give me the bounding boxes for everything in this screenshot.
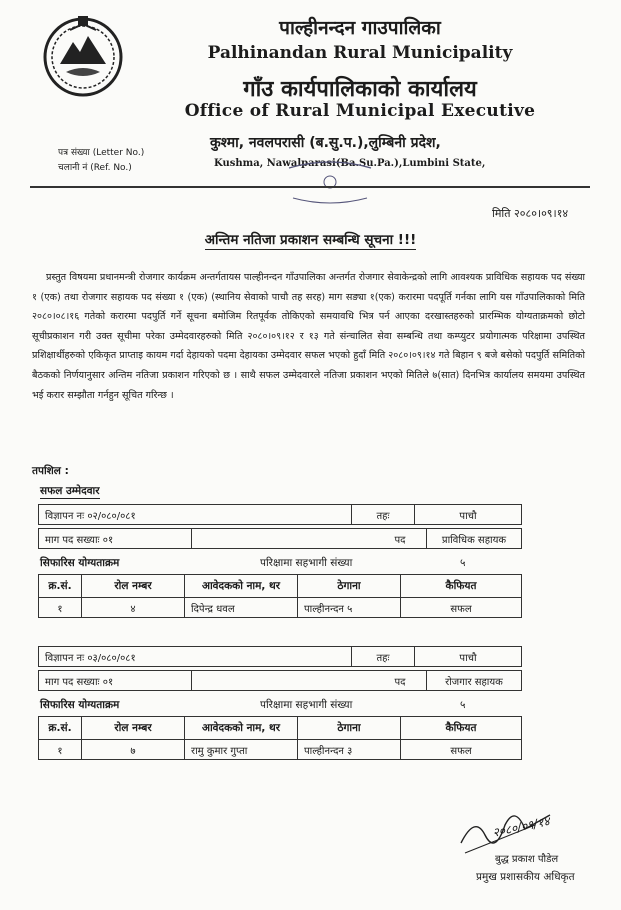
notice-body: प्रस्तुत विषयमा प्रधानमन्त्री रोजगार कार्यक्रम अन्तर्गतायस पाल्हीनन्दन गाँउपालिका अन्तर्गत रोजगार सेवाकेन्द्रको लागि आवश्यक प्राविधिक सहायक पद संख्या १ (एक) तथा रोजगार सहायक पद संख्या १ (एक) (स्थानिय सेवाको पाचौ तह सरह) माग सङ्या १(एक) करारमा पदपूर्ति गर्नका लागि यस गाँउपालिकाको मिति २०८०।०८।१६ गतेको करारमा पदपुर्ति गर्ने सूचना बमोजिम रितपूर्वक तोकिएको समयावधि भित्र पर्न आएका दरखास्तहरुको प्रारम्भिक योग्यताक्रमको छोटो सूचीप्रकाशन गरी उक्त सूचीमा परेका उम्मेदवारहरुको मिति २०८०।०९।१२ र १३ गते संन्चालित सेवा सम्बन्धि तथा कम्प्युटर प्रयोगात्मक परिक्षामा उपस्थित प्रशिक्षार्थीहरुको एकिकृत प्राप्ताइ कायम गर्दा देहायको पदमा देहायका उम्मेदवार सफल भएको हुदाँ मिति २०८०।०९।१४ गते बिहान ९ बजे बसेको पदपुर्ति समितिको बैठकको निर्णयानुसार अन्तिम नतिजा प्रकाशन गरिएको छ । साथै सफल उम्मेदवारले नतिजा प्रकाशन भएको मितिले ७(सात) दिनभित्र कार्यालय समयमा उपस्थित भई करार सम्झौता गर्नहुन सूचित गरिन्छ । (32, 272, 585, 401)
table-row (39, 598, 522, 618)
level-label-cell: तहः (352, 647, 415, 667)
ad-label: विज्ञापन नः (45, 652, 85, 664)
row-address: पाल्हीनन्दन ५ (298, 598, 401, 618)
exam-count: ५ (460, 557, 466, 569)
municipality-logo (40, 12, 126, 98)
row-name: रामु कुमार गुप्ता (185, 740, 298, 760)
ad-label: विज्ञापन नः (45, 510, 85, 522)
table-row (39, 740, 522, 760)
col-name: आवेदकको नाम, थर (185, 575, 298, 598)
level-value-cell: पाचौ (415, 647, 522, 667)
ad-number: ०३/०८०/०८१ (87, 652, 136, 664)
ad-number: ०२/०८०/०८१ (87, 510, 136, 522)
demand-label: माग पद सख्याः (45, 676, 100, 688)
demand-cell (39, 529, 192, 549)
post-value-cell: रोजगार सहायक (427, 671, 522, 691)
row-remarks: सफल (401, 740, 522, 760)
results-table-1 (38, 574, 522, 618)
rank-row-2 (40, 698, 524, 712)
signatory-name: बुद्ध प्रकाश पौडेल (495, 854, 559, 865)
rank-row-1 (40, 556, 524, 570)
col-address: ठेगाना (298, 717, 401, 740)
col-address: ठेगाना (298, 575, 401, 598)
municipality-name-en: Palhinandan Rural Municipality (207, 43, 513, 63)
demand-label: माग पद सख्याः (45, 534, 100, 546)
row-sn: १ (39, 740, 82, 760)
demand-cell (39, 671, 192, 691)
col-roll: रोल नम्बर (82, 717, 185, 740)
row-sn: १ (39, 598, 82, 618)
ad-no-cell (39, 505, 352, 525)
level-value-cell: पाचौ (415, 505, 522, 525)
exam-label: परिक्षामा सहभागी संख्या (260, 557, 353, 569)
post-info-table-2 (38, 670, 522, 691)
ad-info-table-2 (38, 646, 522, 667)
post-value-cell: प्राविधिक सहायक (427, 529, 522, 549)
notice-title-text: अन्तिम नतिजा प्रकाशन सम्बन्धि सूचना !!! (204, 232, 417, 248)
row-roll: ४ (82, 598, 185, 618)
rank-label: सिफारिस योग्यताक्रम (40, 557, 120, 569)
col-remarks: कैफियत (401, 717, 522, 740)
demand-value: ०१ (102, 534, 114, 546)
header-divider (30, 186, 590, 188)
ad-no-cell (39, 647, 352, 667)
results-header-row (39, 575, 522, 598)
empty-cell (192, 671, 375, 691)
rank-label: सिफारिस योग्यताक्रम (40, 699, 120, 711)
row-remarks: सफल (401, 598, 522, 618)
results-header-row (39, 717, 522, 740)
address-np: कुश्मा, नवलपरासी (ब.सु.प.),लुम्बिनी प्रदेश, (210, 135, 441, 151)
office-name-np: गाँउ कार्यपालिकाको कार्यालय (243, 77, 477, 102)
document-date: मिति २०८०।०९।१४ (492, 207, 569, 220)
successful-candidates-label: सफल उम्मेदवार (40, 485, 100, 497)
exam-count: ५ (460, 699, 466, 711)
row-name: दिपेन्द्र धवल (185, 598, 298, 618)
ref-no-label: चलानी नं (Ref. No.) (58, 163, 132, 173)
row-address: पाल्हीनन्दन ३ (298, 740, 401, 760)
level-label-cell: तहः (352, 505, 415, 525)
letter-no-label: पत्र संख्या (Letter No.) (58, 148, 145, 158)
details-label: तपशिल : (32, 465, 69, 477)
exam-label: परिक्षामा सहभागी संख्या (260, 699, 353, 711)
col-roll: रोल नम्बर (82, 575, 185, 598)
col-sn: क्र.सं. (39, 575, 82, 598)
notice-title (0, 230, 621, 248)
handwritten-date: २०८०/०९/१४ (491, 814, 551, 840)
post-label-cell: पद (374, 671, 427, 691)
municipality-name-np: पाल्हीनन्दन गाउपालिका (279, 17, 441, 39)
results-table-2 (38, 716, 522, 760)
demand-value: ०१ (102, 676, 114, 688)
office-name-en: Office of Rural Municipal Executive (184, 101, 536, 121)
post-label-cell: पद (374, 529, 427, 549)
col-name: आवेदकको नाम, थर (185, 717, 298, 740)
col-sn: क्र.सं. (39, 717, 82, 740)
row-roll: ७ (82, 740, 185, 760)
post-info-table-1 (38, 528, 522, 549)
office-stamp (285, 158, 375, 204)
col-remarks: कैफियत (401, 575, 522, 598)
ad-info-table-1 (38, 504, 522, 525)
signatory-designation: प्रमुख प्रशासकीय अधिकृत (476, 871, 575, 883)
address-en: Kushma, Nawalparasi(Ba.Su.Pa.),Lumbini State, (214, 158, 486, 169)
empty-cell (192, 529, 375, 549)
